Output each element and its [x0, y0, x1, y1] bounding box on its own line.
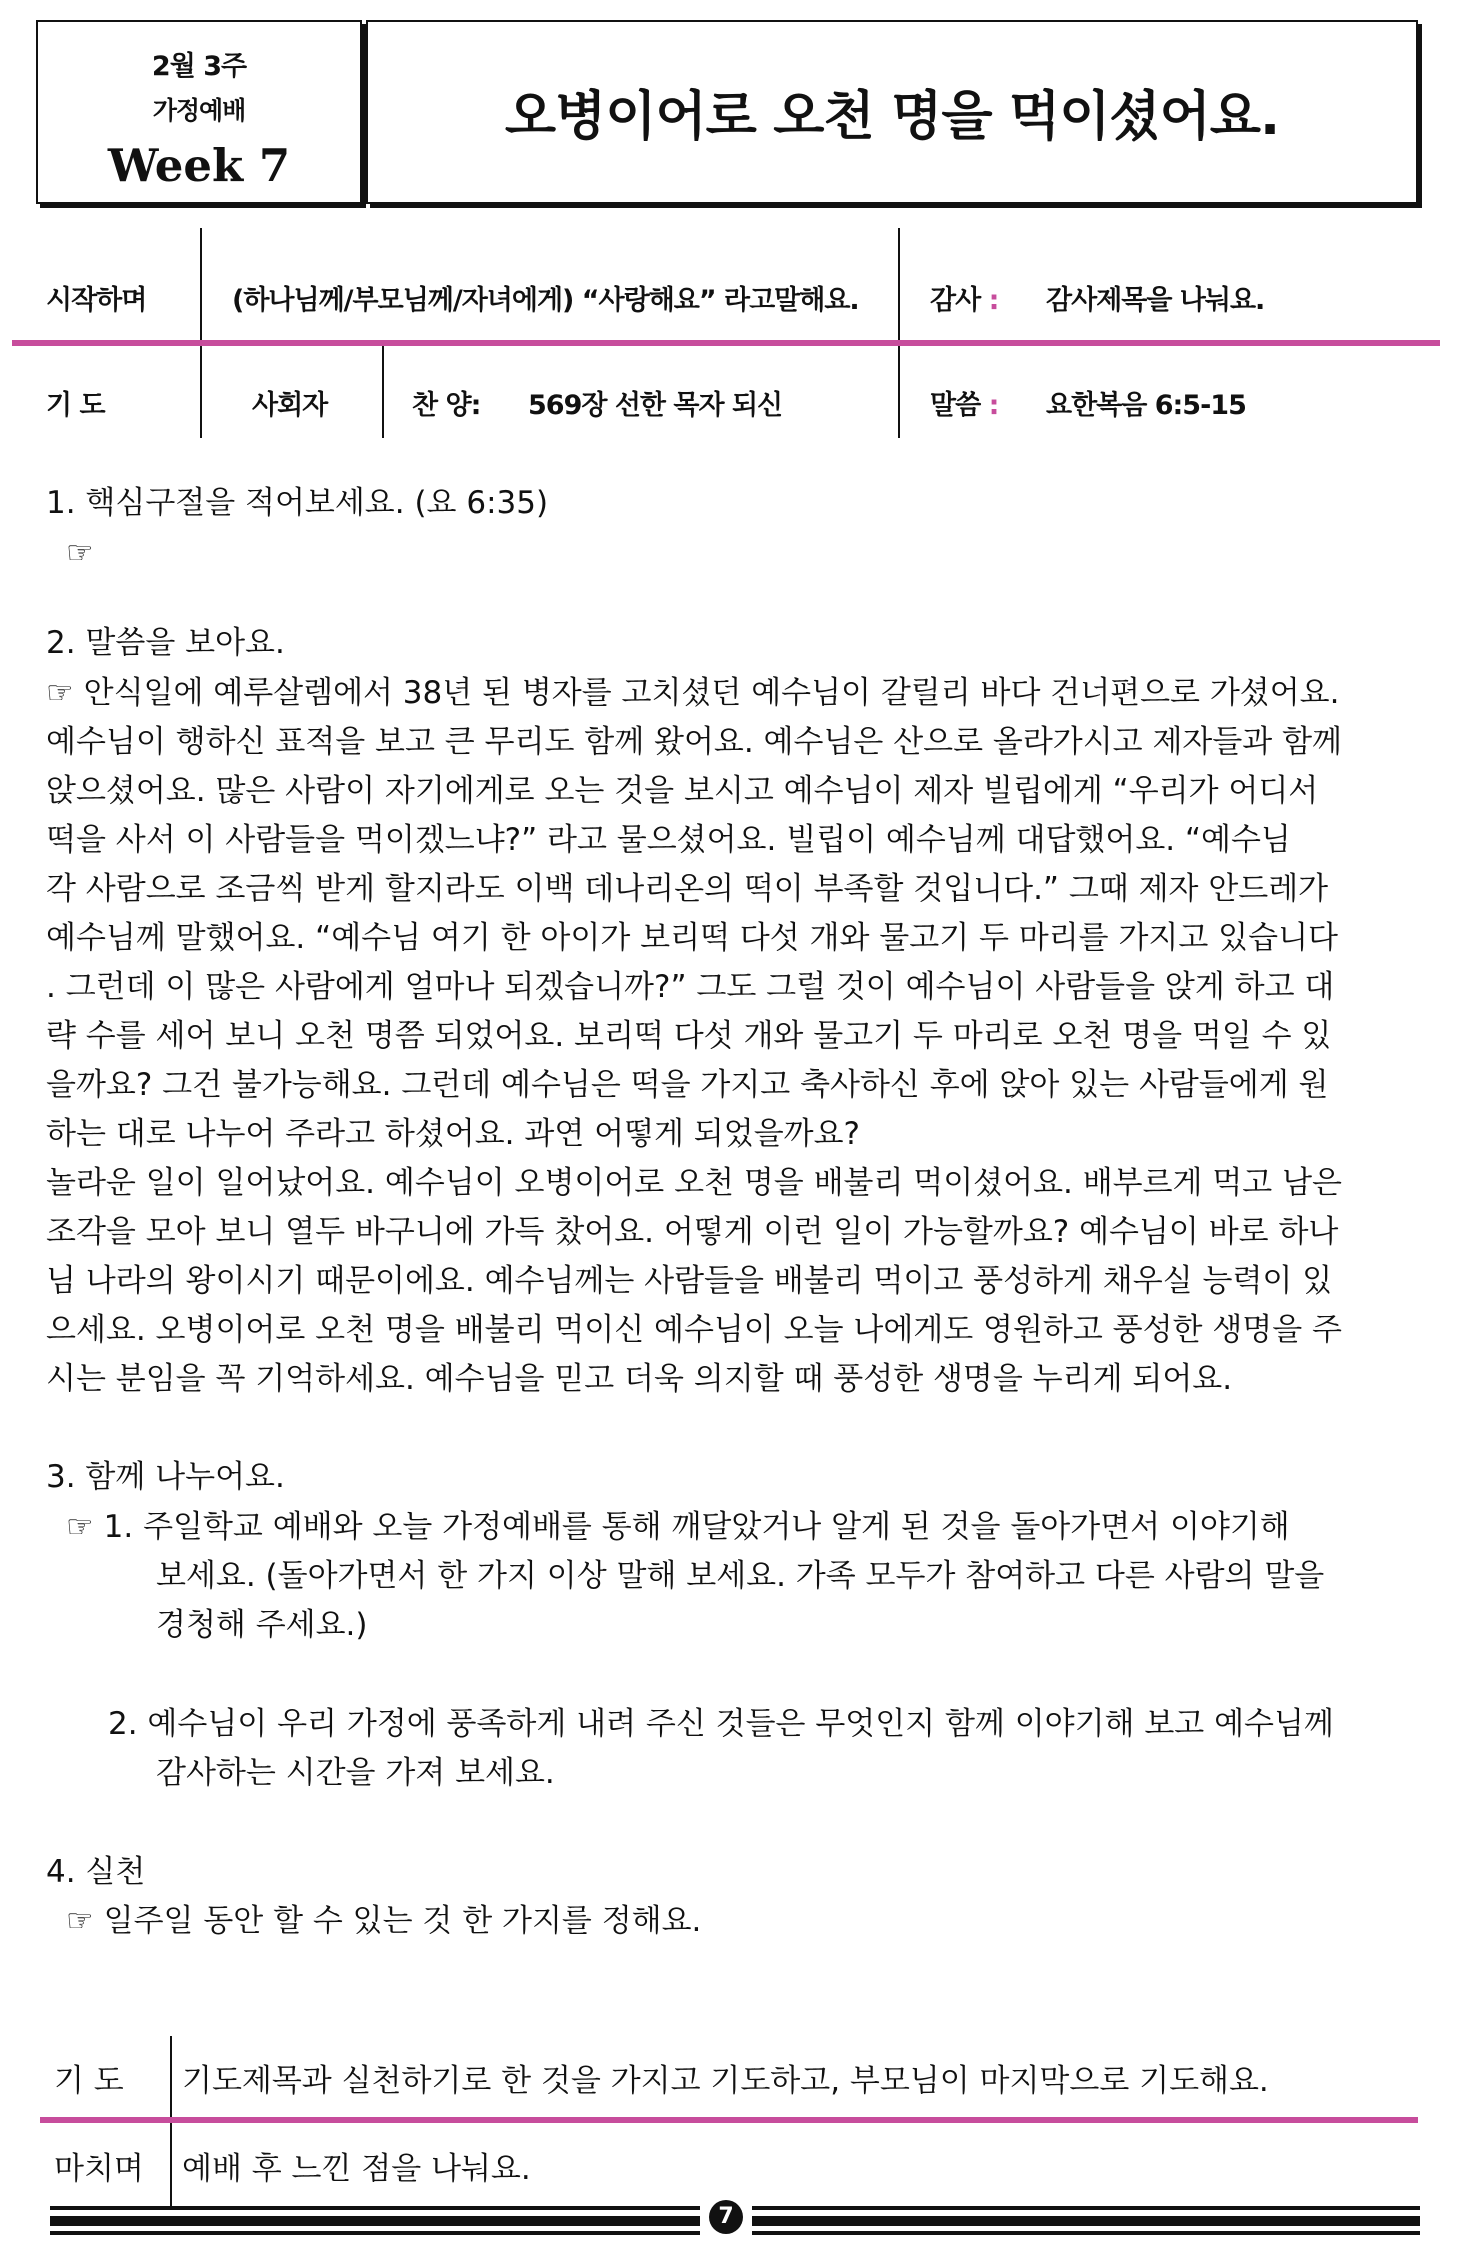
week-number: Week 7: [107, 139, 291, 192]
start-content: (하나님께/부모님께/자녀에게) “사랑해요” 라고말해요.: [232, 285, 859, 316]
closing-prayer-text: 기도제목과 실천하기로 한 것을 가지고 기도하고, 부모님이 마지막으로 기도해요.: [182, 2063, 1269, 2099]
hymn-label: 찬 양:: [412, 390, 481, 421]
word-label: [930, 383, 998, 422]
scripture-ref: 요한복음 6:5-15: [1046, 390, 1246, 421]
section-4-title: 4. 실천: [46, 1854, 146, 1890]
discussion-question-2: 2. 예수님이 우리 가정에 풍족하게 내려 주신 것들은 무엇인지 함께 이야기해 보고 예수님께: [108, 1706, 1334, 1742]
section-1-title: 1. 핵심구절을 적어보세요. (요 6:35): [46, 485, 549, 521]
word-colon: :: [988, 390, 999, 421]
page-number: 7: [709, 2200, 743, 2234]
leader-label: 사회자: [252, 390, 328, 421]
pink-divider: [40, 2117, 1418, 2123]
title-box: [366, 20, 1418, 204]
story-line: ☞ 안식일에 예루살렘에서 38년 된 병자를 고치셨던 예수님이 갈릴리 바다 건너편으로 가셨어요.: [46, 675, 1340, 711]
page-title: 오병이어로 오천 명을 먹이셨어요.: [504, 86, 1280, 147]
thanks-colon: :: [988, 285, 999, 316]
divider: [200, 228, 202, 438]
thanks-label-text: 감사: [930, 285, 981, 316]
story-line: 앉으셨어요. 많은 사람이 자기에게로 오는 것을 보시고 예수님이 제자 빌립에게 “우리가 어디서: [46, 773, 1319, 809]
closing-text: 예배 후 느낀 점을 나눠요.: [182, 2151, 531, 2187]
worship-type: 가정예배: [152, 96, 246, 125]
story-line: 으세요. 오병이어로 오천 명을 배불리 먹이신 예수님이 오늘 나에게도 영원하고 풍성한 생명을 주: [46, 1312, 1342, 1348]
story-line: 예수님이 행하신 표적을 보고 큰 무리도 함께 왔어요. 예수님은 산으로 올라가시고 제자들과 함께: [46, 724, 1342, 760]
story-line: 떡을 사서 이 사람들을 먹이겠느냐?” 라고 물으셨어요. 빌립이 예수님께 대답했어요. “예수님: [46, 822, 1291, 858]
divider: [898, 228, 900, 438]
story-line: 하는 대로 나누어 주라고 하셨어요. 과연 어떻게 되었을까요?: [46, 1116, 860, 1152]
thanks-text: 감사제목을 나눠요.: [1046, 285, 1265, 316]
story-line: 략 수를 세어 보니 오천 명쯤 되었어요. 보리떡 다섯 개와 물고기 두 마리로 오천 명을 먹일 수 있: [46, 1018, 1332, 1054]
discussion-question-1-cont: 경청해 주세요.): [156, 1607, 368, 1643]
practice-line: ☞ 일주일 동안 할 수 있는 것 한 가지를 정해요.: [66, 1903, 702, 1939]
pointing-hand-icon: ☞: [66, 535, 94, 571]
story-line: 시는 분임을 꼭 기억하세요. 예수님을 믿고 더욱 의지할 때 풍성한 생명을 누리게 되어요.: [46, 1361, 1233, 1397]
section-2-title: 2. 말씀을 보아요.: [46, 625, 285, 661]
divider: [382, 346, 384, 438]
story-line: 조각을 모아 보니 열두 바구니에 가득 찼어요. 어떻게 이런 일이 가능할까요? 예수님이 바로 하나: [46, 1214, 1339, 1250]
thanks-label: [930, 278, 998, 317]
story-line: 예수님께 말했어요. “예수님 여기 한 아이가 보리떡 다섯 개와 물고기 두 마리를 가지고 있습니다: [46, 920, 1338, 956]
discussion-question-2-cont: 감사하는 시간을 가져 보세요.: [156, 1755, 555, 1791]
story-line: 을까요? 그건 불가능해요. 그런데 예수님은 떡을 가지고 축사하신 후에 앉아 있는 사람들에게 원: [46, 1067, 1329, 1103]
section-3-title: 3. 함께 나누어요.: [46, 1459, 285, 1495]
discussion-question-1: ☞ 1. 주일학교 예배와 오늘 가정예배를 통해 깨달았거나 알게 된 것을 돌아가면서 이야기해: [66, 1509, 1290, 1545]
week-label-box: [36, 20, 362, 204]
story-line: . 그런데 이 많은 사람에게 얼마나 되겠습니까?” 그도 그럴 것이 예수님이 사람들을 앉게 하고 대: [46, 969, 1335, 1005]
discussion-question-1-cont: 보세요. (돌아가면서 한 가지 이상 말해 보세요. 가족 모두가 참여하고 다른 사람의 말을: [156, 1558, 1325, 1594]
closing-label: 마치며: [54, 2151, 144, 2187]
prayer-label: 기 도: [46, 390, 105, 421]
story-line: 놀라운 일이 일어났어요. 예수님이 오병이어로 오천 명을 배불리 먹이셨어요. 배부르게 먹고 남은: [46, 1165, 1342, 1201]
word-label-text: 말씀: [930, 390, 981, 421]
story-line: 각 사람으로 조금씩 받게 할지라도 이백 데나리온의 떡이 부족할 것입니다.” 그때 제자 안드레가: [46, 871, 1329, 907]
hymn-title: 569장 선한 목자 되신: [528, 390, 783, 421]
start-label: 시작하며: [46, 285, 147, 316]
week-date: 2월 3주: [151, 51, 247, 82]
pink-divider: [12, 340, 1440, 346]
story-line: 님 나라의 왕이시기 때문이에요. 예수님께는 사람들을 배불리 먹이고 풍성하게 채우실 능력이 있: [46, 1263, 1333, 1299]
closing-prayer-label: 기 도: [54, 2063, 124, 2099]
